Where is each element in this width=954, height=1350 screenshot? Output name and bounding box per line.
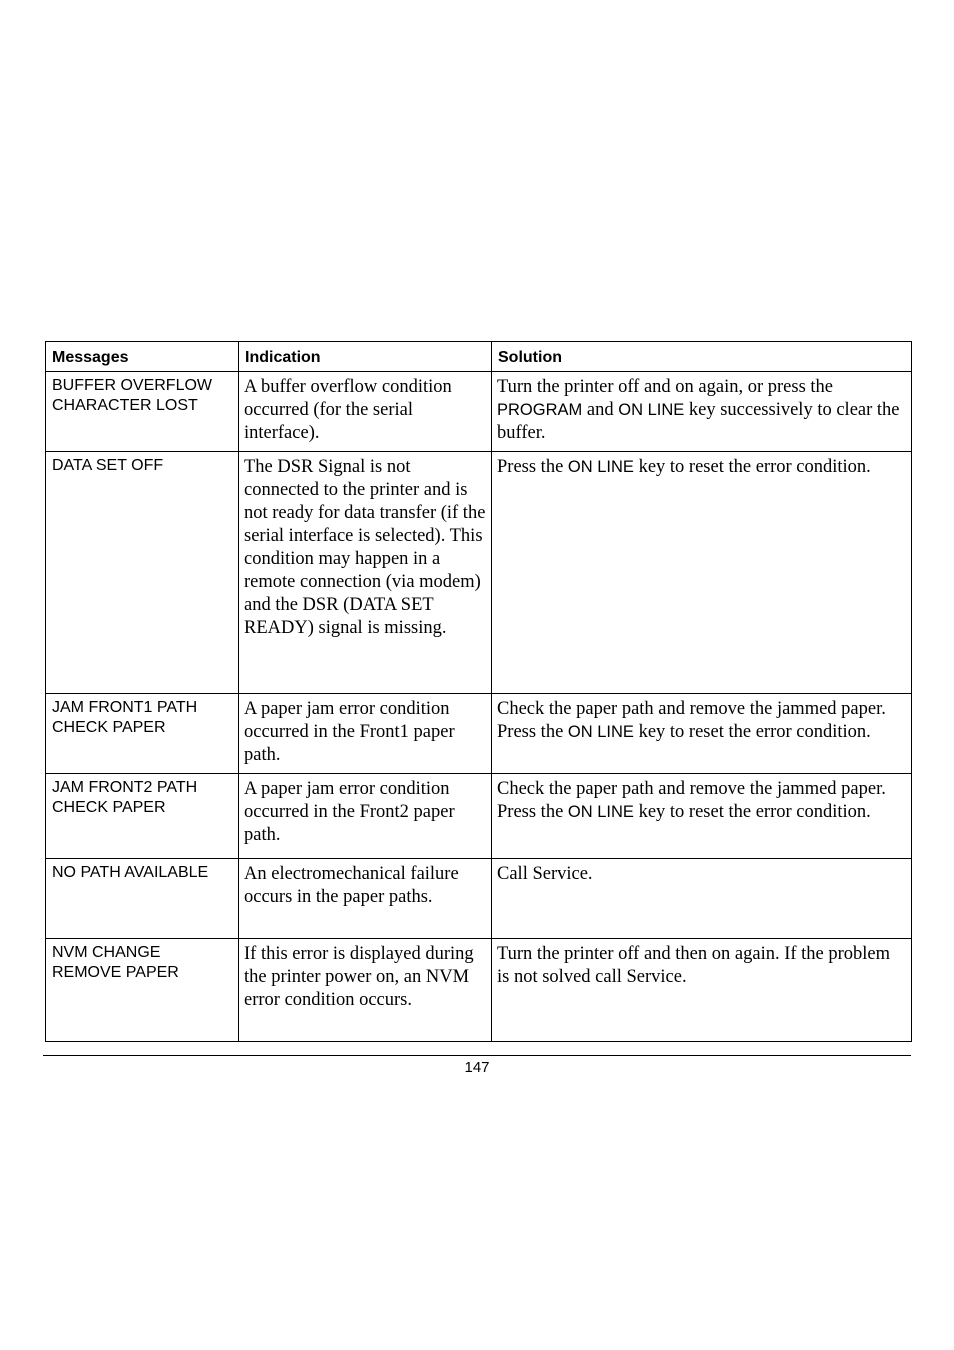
message-line: CHECK PAPER (52, 719, 166, 736)
key-name: ON LINE (567, 723, 634, 741)
message-line: NO PATH AVAILABLE (52, 864, 209, 881)
message-line: CHARACTER LOST (52, 397, 198, 414)
solution-text: and (582, 400, 619, 420)
message-line: DATA SET OFF (52, 457, 164, 474)
message-cell (46, 859, 239, 939)
solution-cell (492, 452, 912, 694)
message-line: BUFFER OVERFLOW (52, 377, 213, 394)
indication-cell: A paper jam error condition occurred in the Front1 paper path. (239, 694, 492, 774)
table-row (46, 859, 912, 939)
message-cell (46, 372, 239, 452)
solution-text: Check the paper path and remove the jammed paper. Press the (497, 779, 886, 822)
indication-cell: A buffer overflow condition occurred (for the serial interface). (239, 372, 492, 452)
key-name: PROGRAM (497, 401, 583, 419)
solution-text: key to reset the error condition. (633, 722, 871, 742)
solution-text: Press the (497, 457, 568, 477)
table-header-row (46, 342, 912, 372)
solution-text: Turn the printer off and then on again. If the problem is not solved call Service. (497, 944, 891, 987)
solution-text: key successively to clear the buffer. (497, 400, 900, 443)
table-row (46, 694, 912, 774)
message-line: NVM CHANGE (52, 944, 161, 961)
page-number: 147 (464, 1059, 490, 1076)
header-indication: Indication (239, 342, 492, 372)
indication-cell: The DSR Signal is not connected to the printer and is not ready for data transfer (if the serial interface is selected). This condition may happen in a remote connection (via modem) and the DSR (DATA SET READY) signal is missing. (239, 452, 492, 694)
solution-cell (492, 939, 912, 1042)
message-line: JAM FRONT2 PATH (52, 779, 198, 796)
indication-cell: An electromechanical failure occurs in the paper paths. (239, 859, 492, 939)
message-cell (46, 452, 239, 694)
table-row (46, 774, 912, 859)
table-row (46, 452, 912, 694)
solution-text: key to reset the error condition. (633, 457, 871, 477)
indication-cell: A paper jam error condition occurred in the Front2 paper path. (239, 774, 492, 859)
header-solution: Solution (492, 342, 912, 372)
header-messages: Messages (46, 342, 239, 372)
solution-cell (492, 372, 912, 452)
indication-cell: If this error is displayed during the printer power on, an NVM error condition occurs. (239, 939, 492, 1042)
solution-cell (492, 774, 912, 859)
message-cell (46, 939, 239, 1042)
key-name: ON LINE (618, 401, 685, 419)
message-cell (46, 694, 239, 774)
solution-cell (492, 694, 912, 774)
solution-text: key to reset the error condition. (633, 802, 871, 822)
table-row (46, 372, 912, 452)
solution-cell (492, 859, 912, 939)
key-name: ON LINE (567, 458, 634, 476)
error-messages-table (45, 341, 912, 1042)
solution-text: Check the paper path and remove the jammed paper. Press the (497, 699, 886, 742)
key-name: ON LINE (567, 803, 634, 821)
solution-text: Call Service. (497, 864, 593, 884)
solution-text: Turn the printer off and on again, or press the (497, 377, 834, 397)
message-line: CHECK PAPER (52, 799, 166, 816)
footer-divider (43, 1055, 911, 1056)
message-line: REMOVE PAPER (52, 964, 179, 981)
table-row (46, 939, 912, 1042)
message-cell (46, 774, 239, 859)
message-line: JAM FRONT1 PATH (52, 699, 198, 716)
